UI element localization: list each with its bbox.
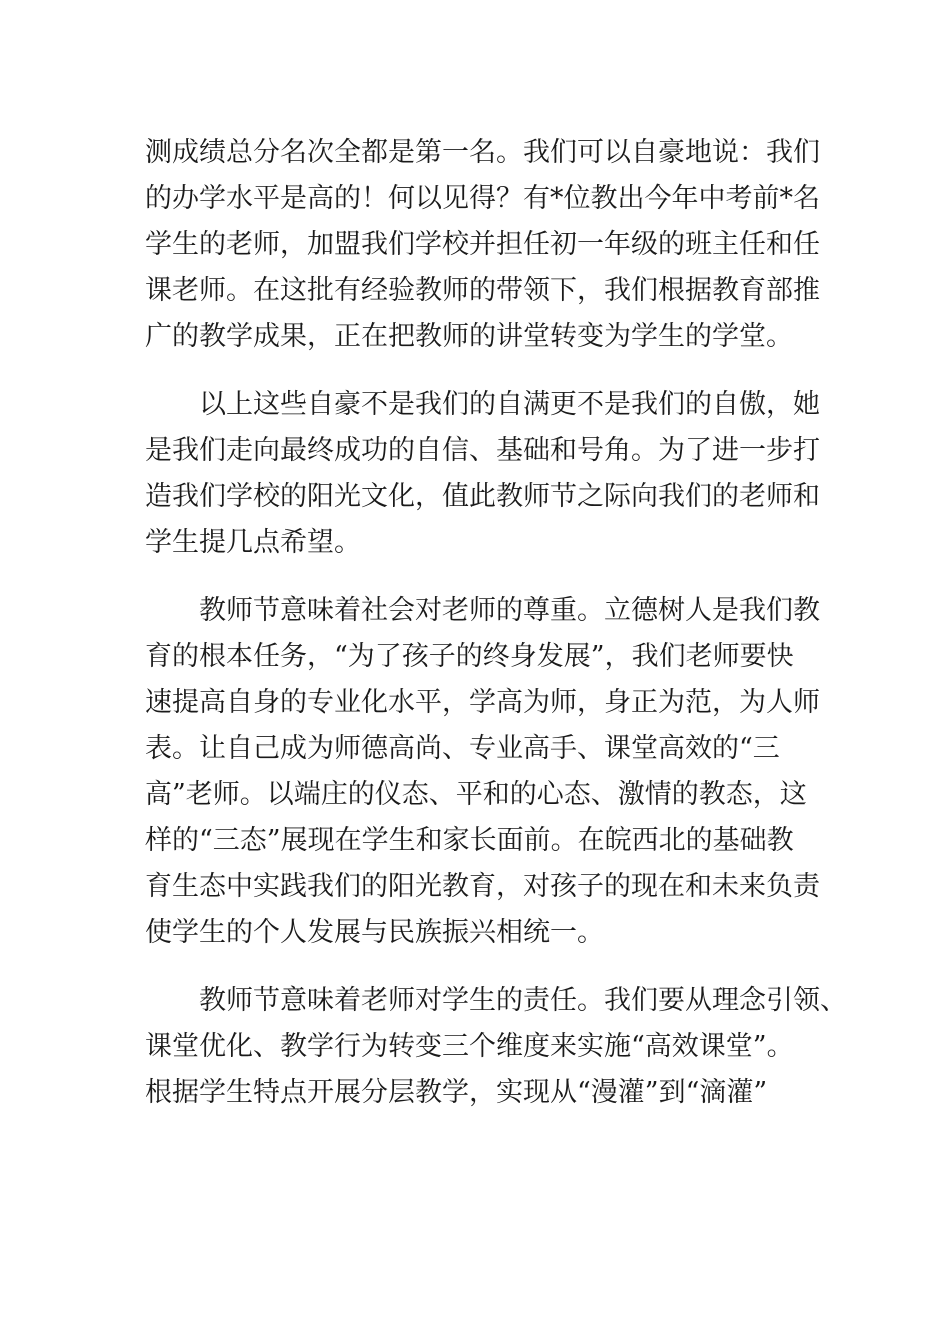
text-line: 使学生的个人发展与民族振兴相统一。	[145, 917, 604, 948]
text-line: 以上这些自豪不是我们的自满更不是我们的自傲，她	[199, 389, 820, 420]
text-line: 育的根本任务，“为了孩子的终身发展”，我们老师要快	[145, 641, 794, 672]
paragraph-4	[145, 978, 847, 1116]
paragraph-3	[145, 588, 820, 956]
text-line: 样的“三态”展现在学生和家长面前。在皖西北的基础教	[145, 825, 794, 856]
text-line: 育生态中实践我们的阳光教育，对孩子的现在和未来负责	[145, 871, 820, 902]
text-line: 表。让自己成为师德高尚、专业高手、课堂高效的“三	[145, 733, 780, 764]
text-line: 课堂优化、教学行为转变三个维度来实施“高效课堂”。	[145, 1031, 794, 1062]
text-line: 造我们学校的阳光文化，值此教师节之际向我们的老师和	[145, 481, 820, 512]
text-line: 是我们走向最终成功的自信、基础和号角。为了进一步打	[145, 435, 820, 466]
paragraph-1	[145, 130, 820, 360]
document-body	[145, 130, 847, 1116]
text-line: 课老师。在这批有经验教师的带领下，我们根据教育部推	[145, 275, 820, 306]
text-line: 学生提几点希望。	[145, 527, 361, 558]
text-line: 广的教学成果，正在把教师的讲堂转变为学生的学堂。	[145, 321, 793, 352]
text-line: 教师节意味着老师对学生的责任。我们要从理念引领、	[199, 985, 847, 1016]
text-line: 教师节意味着社会对老师的尊重。立德树人是我们教	[199, 595, 820, 626]
text-line: 速提高自身的专业化水平，学高为师，身正为范，为人师	[145, 687, 820, 718]
text-line: 学生的老师，加盟我们学校并担任初一年级的班主任和任	[145, 229, 820, 260]
text-line: 的办学水平是高的！何以见得？有*位教出今年中考前*名	[145, 183, 820, 214]
text-line: 根据学生特点开展分层教学，实现从“漫灌”到“滴灌”	[145, 1077, 768, 1108]
text-line: 测成绩总分名次全都是第一名。我们可以自豪地说：我们	[145, 137, 820, 168]
paragraph-2	[145, 382, 820, 566]
text-line: 高”老师。以端庄的仪态、平和的心态、激情的教态，这	[145, 779, 807, 810]
